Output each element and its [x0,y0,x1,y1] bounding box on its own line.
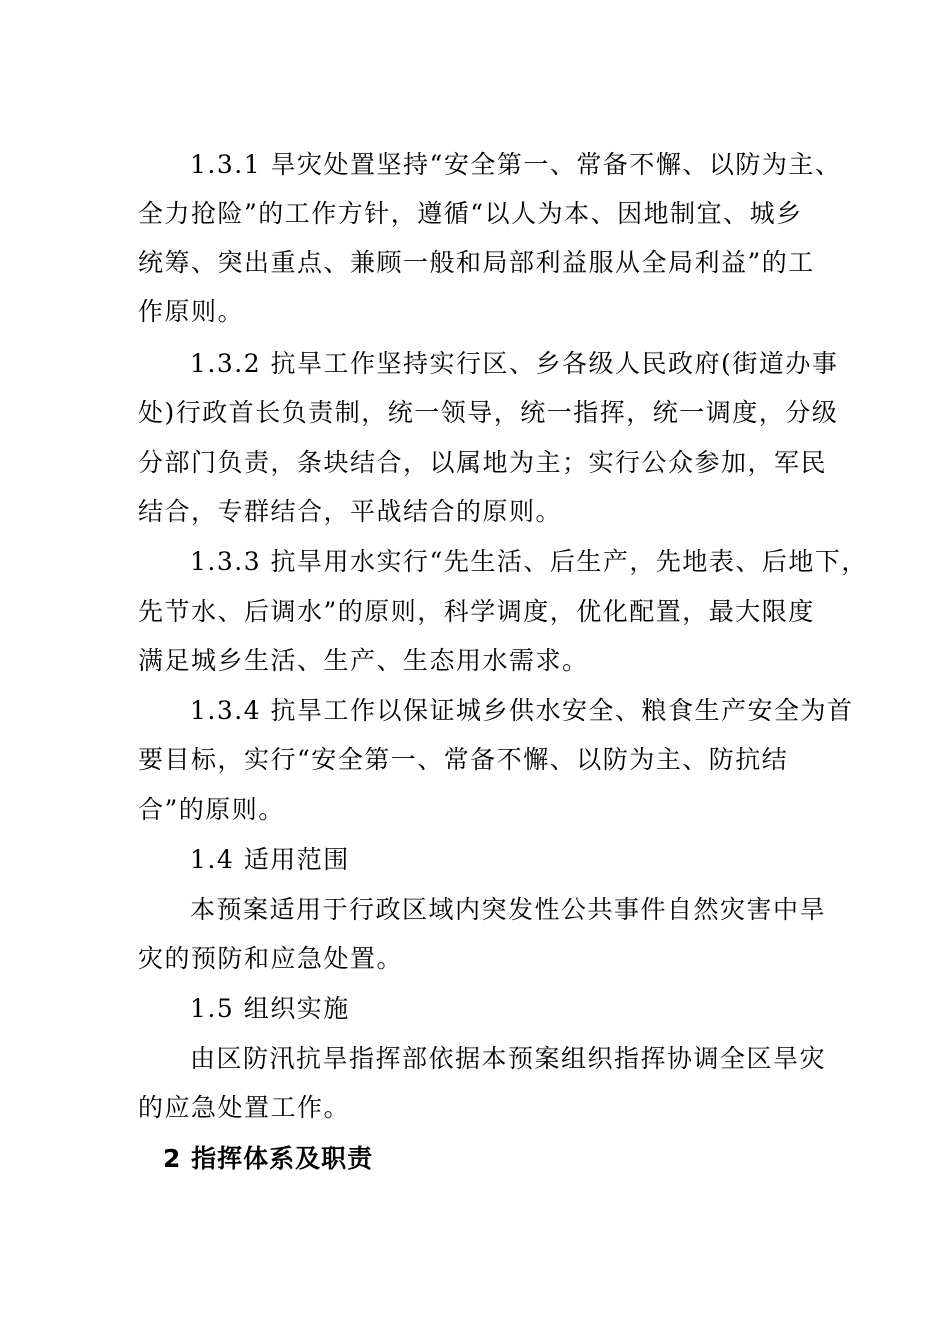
text-line: 1.3.4 抗旱工作以保证城乡供水安全、粮食生产安全为首 [190,696,854,725]
subsection-title: 1.5 组织实施 [190,994,350,1023]
text-line: 作原则。 [138,297,245,326]
text-line: 分部门负责，条块结合，以属地为主；实行公众参加，军民 [138,448,828,477]
text-line: 的应急处置工作。 [138,1093,351,1122]
text-line: 处)行政首长负责制，统一领导，统一指挥，统一调度，分级 [138,398,839,427]
text-line: 由区防汛抗旱指挥部依据本预案组织指挥协调全区旱灾 [190,1044,827,1073]
text-line: 1.3.3 抗旱用水实行“先生活、后生产，先地表、后地下， [190,547,868,576]
text-line: 结合，专群结合，平战结合的原则。 [138,497,563,526]
text-line: 统筹、突出重点、兼顾一般和局部利益服从全局利益”的工 [138,248,815,277]
text-line: 要目标，实行“安全第一、常备不懈、以防为主、防抗结 [138,745,789,774]
text-line: 1.3.2 抗旱工作坚持实行区、乡各级人民政府(街道办事 [190,349,839,378]
text-line: 全力抢险”的工作方针，遵循“以人为本、因地制宜、城乡 [138,199,803,228]
text-line: 灾的预防和应急处置。 [138,944,404,973]
text-line: 先节水、后调水”的原则，科学调度，优化配置，最大限度 [138,597,815,626]
text-line: 合”的原则。 [138,795,285,824]
text-line: 本预案适用于行政区域内突发性公共事件自然灾害中旱 [190,895,827,924]
subsection-title: 1.4 适用范围 [190,845,350,874]
section-heading: 2 指挥体系及职责 [163,1144,374,1173]
text-line: 满足城乡生活、生产、生态用水需求。 [138,646,589,675]
text-line: 1.3.1 旱灾处置坚持“安全第一、常备不懈、以防为主、 [190,150,842,179]
